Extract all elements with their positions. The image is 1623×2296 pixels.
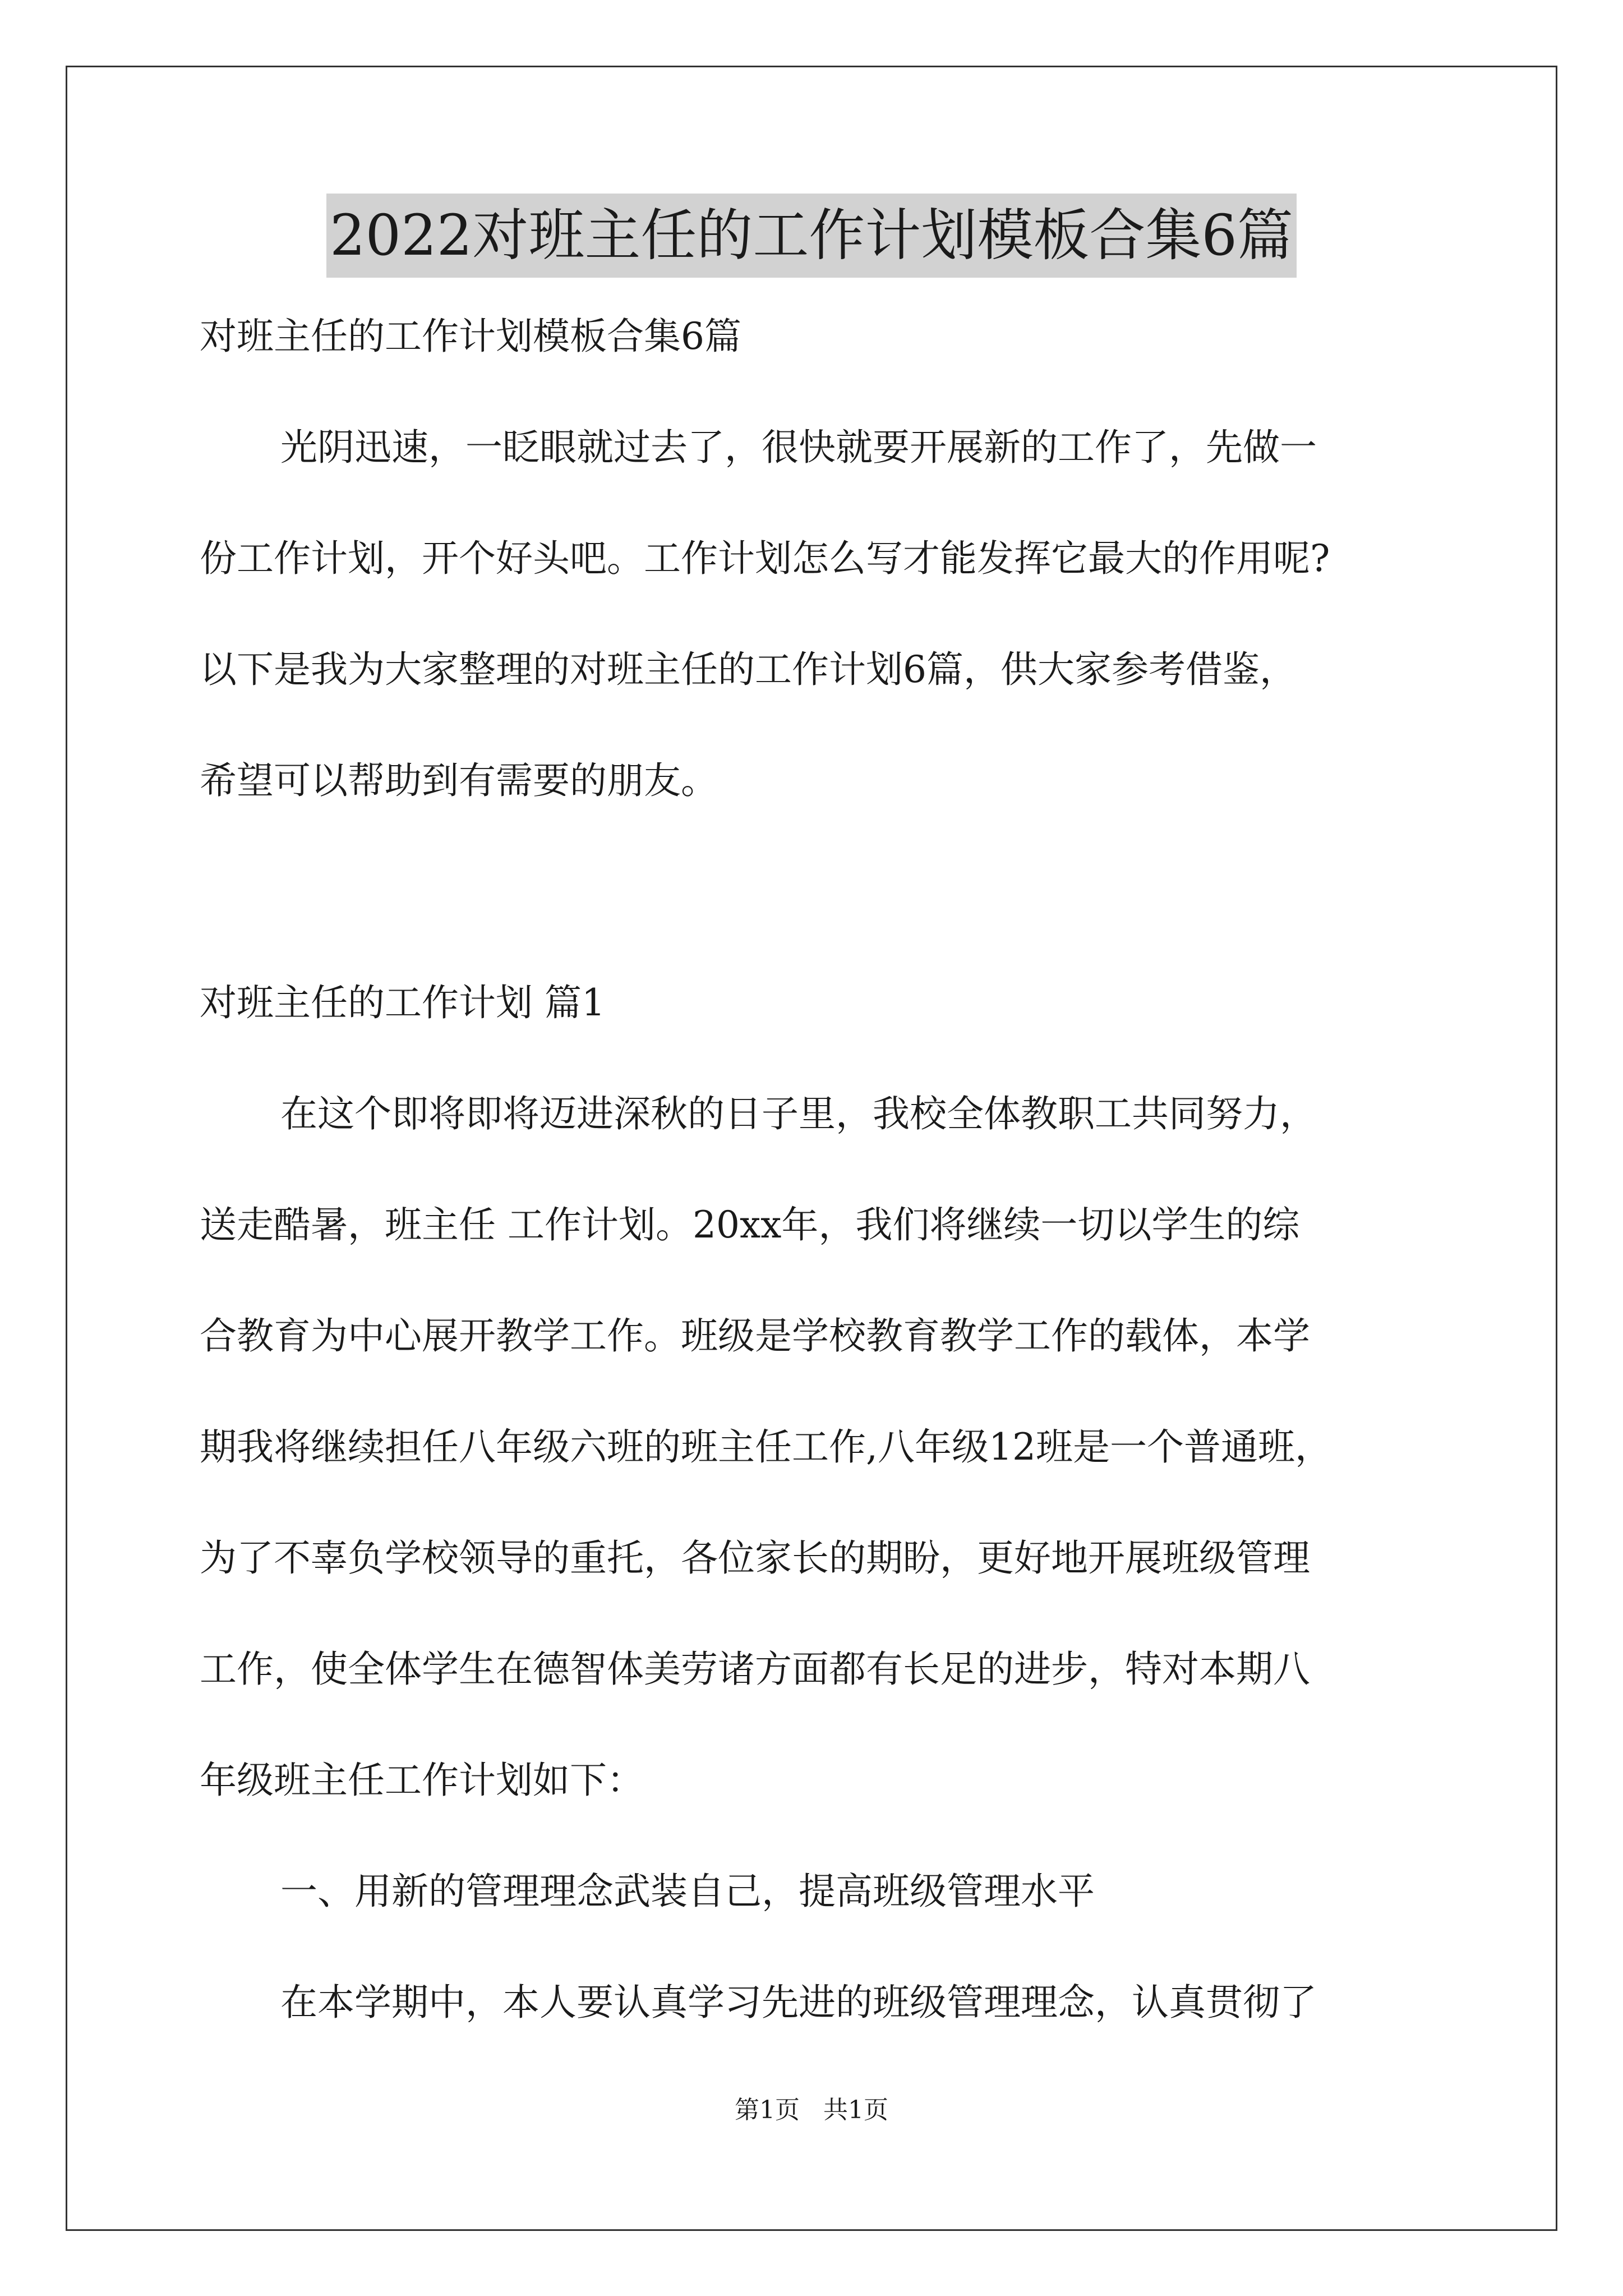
paragraph-line: 对班主任的工作计划模板合集6篇 <box>200 315 741 358</box>
paragraph-line: 以下是我为大家整理的对班主任的工作计划6篇，供大家参考借鉴， <box>200 648 1297 691</box>
document-title: 2022对班主任的工作计划模板合集6篇 <box>326 194 1297 278</box>
blank-line <box>200 864 1439 975</box>
section-heading: 对班主任的工作计划 篇1 <box>200 981 605 1024</box>
paragraph-line: 为了不辜负学校领导的重托，各位家长的期盼，更好地开展班级管理 <box>200 1536 1310 1580</box>
document-body <box>200 309 1439 2086</box>
paragraph-line: 期我将继续担任八年级六班的班主任工作,八年级12班是一个普通班， <box>200 1425 1332 1469</box>
paragraph-line: 份工作计划，开个好头吧。工作计划怎么写才能发挥它最大的作用呢? <box>200 537 1330 580</box>
subheading-line: 一、用新的管理理念武装自己，提高班级管理水平 <box>280 1870 1095 1913</box>
title-container <box>0 194 1623 278</box>
paragraph-line: 年级班主任工作计划如下： <box>200 1759 644 1802</box>
page-footer: 第1页 共1页 <box>735 2096 888 2124</box>
paragraph-line: 送走酷暑，班主任 工作计划。20xx年，我们将继续一切以学生的综 <box>200 1203 1300 1246</box>
paragraph-line: 光阴迅速，一眨眼就过去了，很快就要开展新的工作了，先做一 <box>280 426 1317 469</box>
paragraph-line: 在本学期中，本人要认真学习先进的班级管理理念，认真贯彻了 <box>280 1981 1317 2024</box>
paragraph-line: 在这个即将即将迈进深秋的日子里，我校全体教职工共同努力， <box>280 1092 1317 1135</box>
paragraph-line: 合教育为中心展开教学工作。班级是学校教育教学工作的载体，本学 <box>200 1314 1310 1358</box>
paragraph-line: 希望可以帮助到有需要的朋友。 <box>200 759 718 802</box>
paragraph-line: 工作，使全体学生在德智体美劳诸方面都有长足的进步，特对本期八 <box>200 1648 1310 1691</box>
